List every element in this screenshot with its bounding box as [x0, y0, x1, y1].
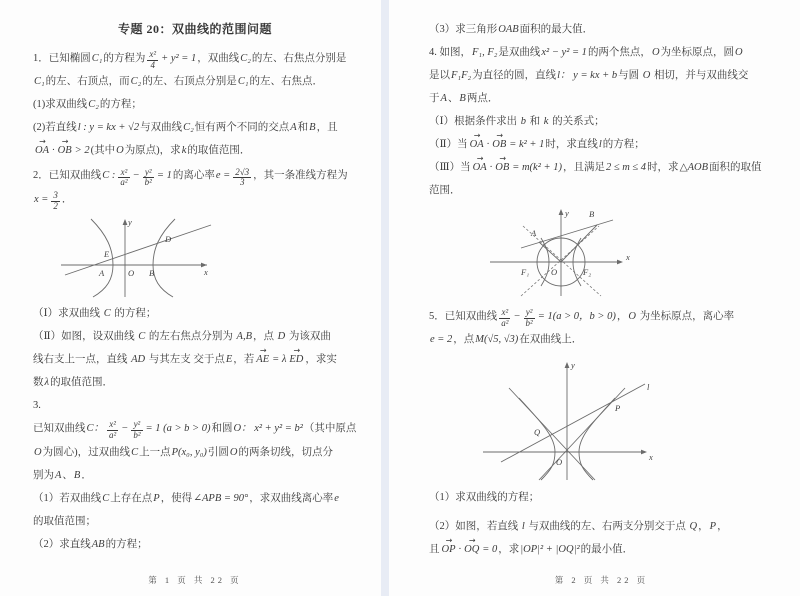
math-run: − [121, 423, 129, 435]
text-run: （Ⅱ）当 [429, 139, 468, 150]
text-run: (其中 [90, 145, 116, 157]
text-run: 的两个焦点， [587, 47, 651, 58]
text-line [33, 510, 357, 533]
text-run: 的方程； [602, 139, 645, 150]
math-run: x = [34, 193, 49, 205]
point-label-Q: Q [534, 427, 541, 438]
math-run: Q [689, 521, 698, 533]
text-line [429, 305, 774, 328]
math-run: k [181, 145, 187, 157]
text-run: ，双曲线 [197, 53, 240, 64]
text-run: ． [61, 193, 73, 205]
text-run: 的取值范围． [50, 377, 114, 389]
line-label-l: l [647, 382, 650, 393]
text-line [33, 70, 357, 93]
math-run: C₂ [88, 99, 99, 111]
page-1-footer: 第 1 页 共 22 页 [148, 575, 242, 585]
math-run: |OP|² + |OQ|² [520, 544, 580, 556]
text-run: 面积的取值 [709, 162, 762, 173]
math-run: AD [131, 354, 146, 366]
text-run: （Ⅲ）当 [429, 162, 471, 173]
text-run: （1）求双曲线的方程； [429, 492, 540, 504]
vector: → OB [494, 156, 510, 179]
text-run: 与双曲线的左、右两支分别交于点 [525, 521, 689, 533]
text-line [33, 417, 357, 440]
text-run: 的两条切线，切点分 [238, 446, 333, 458]
text-run: ，求 [498, 544, 520, 556]
text-line [33, 348, 357, 371]
text-run: 1．已知椭圆 [33, 53, 91, 64]
vector: → ED [288, 348, 304, 371]
text-run: ，使得 [160, 492, 193, 504]
math-run: e = 2 [430, 334, 453, 346]
math-run: · [52, 145, 55, 157]
math-run: + y² = 1 [161, 53, 197, 64]
math-run: M(√5, √3) [475, 334, 519, 346]
figure-fig2 [485, 204, 774, 299]
fraction: $\frac{\text{x²}}{\text{a²}}$ [120, 166, 128, 188]
fraction: $\frac{2√3}{3}$ [235, 166, 250, 188]
text-line [33, 325, 357, 348]
page-1 [0, 0, 381, 596]
text-run: 是双曲线 [498, 47, 541, 58]
text-run: 的左、右焦点． [249, 76, 323, 88]
text-line [33, 487, 357, 510]
text-run: （1）若双曲线 [33, 492, 102, 504]
text-run: 的方程为 [103, 53, 146, 64]
math-run: P(x₀, y₀) [171, 446, 207, 458]
page-2 [389, 0, 800, 596]
text-run: 的最小值． [580, 544, 634, 556]
math-run: A [440, 93, 447, 104]
math-run: C₁ [237, 76, 249, 88]
math-run: E [225, 354, 233, 366]
text-run: 别为 [33, 469, 54, 481]
vector: → OA [469, 133, 485, 156]
text-run: 的方程； [99, 99, 142, 111]
text-run: 的关系式； [549, 116, 605, 127]
math-run: O [651, 47, 660, 58]
page-2-footer: 第 2 页 共 22 页 [554, 575, 649, 585]
text-line [429, 538, 774, 561]
math-run: λ [44, 377, 50, 389]
text-line [33, 533, 357, 556]
text-run: 时，求 [647, 162, 679, 173]
text-line [429, 64, 774, 87]
math-run: A,B [236, 331, 252, 343]
math-run: ∠APB = 90° [193, 492, 249, 504]
math-run: C： [86, 423, 105, 435]
text-run: 为原点)，求 [124, 145, 181, 157]
text-line [33, 93, 357, 116]
text-run: (1)求双曲线 [33, 99, 88, 111]
vector: → OA [472, 156, 488, 179]
math-run: = k² + 1 [509, 139, 545, 150]
math-run: B [309, 122, 316, 134]
math-run: O [735, 47, 743, 58]
text-run: 、 [447, 93, 459, 104]
math-run: O [116, 145, 124, 157]
math-run: O： x² + y² = b² [233, 423, 303, 435]
text-run: 的左右焦点分别为 [146, 331, 236, 343]
math-run: O [34, 446, 42, 458]
math-run: C [103, 308, 111, 320]
axis-label-y: y [571, 360, 575, 371]
text-run: 的取值范围； [33, 515, 96, 527]
vector: → OQ [463, 538, 480, 561]
math-run: B [459, 93, 466, 104]
text-run: 为该双曲 [286, 331, 331, 343]
math-run: = 1 (a > b > 0) [145, 423, 211, 435]
text-run: ，求实 [305, 354, 337, 366]
math-run: k [543, 116, 549, 127]
text-line [33, 47, 357, 70]
math-run: · [458, 544, 462, 556]
math-run: P [153, 492, 160, 504]
text-line [33, 371, 357, 394]
text-run: ，点 [252, 331, 277, 343]
text-run: 4. 如图， [429, 47, 471, 58]
math-run: l： y = kx + b [557, 70, 618, 81]
math-run: O [642, 70, 651, 81]
math-run: = m(k² + 1) [512, 162, 562, 173]
text-run: 恒有两个不同的交点 [194, 122, 290, 134]
fraction: $\frac{\text{y²}}{\text{b²}}$ [144, 166, 152, 188]
math-run: C₂ [130, 76, 142, 88]
text-run: 在双曲线上． [519, 334, 583, 346]
math-run: x² − y² = 1 [541, 47, 587, 58]
text-run: 是以 [429, 70, 450, 81]
vector: → OA [34, 139, 50, 162]
math-run: C [138, 331, 146, 343]
text-line [429, 515, 774, 538]
text-run: 为坐标原点，离心率 [636, 311, 735, 322]
hyperbola-figure-2 [485, 204, 635, 299]
math-run: A [290, 122, 297, 134]
text-line [33, 139, 357, 162]
text-run: 与其左支 交于点 [146, 354, 225, 366]
math-run: C₁ [34, 76, 45, 88]
math-run: = λ [272, 354, 287, 366]
math-run: l [598, 139, 602, 150]
point-label-A: A [99, 268, 105, 279]
point-label-E: E [104, 249, 110, 260]
text-run: 5．已知双曲线 [429, 311, 498, 322]
text-line [33, 394, 357, 417]
vector: → AE [255, 348, 270, 371]
math-run: − [513, 311, 521, 322]
page-divider [381, 0, 389, 596]
text-run: ， [616, 311, 628, 322]
text-line [33, 464, 357, 487]
text-line [429, 328, 774, 351]
text-run: 面积的最大值． [519, 24, 594, 35]
text-run: 上一点 [139, 446, 171, 458]
math-run: l [521, 521, 525, 533]
math-run: e = [215, 170, 231, 182]
figure-fig1 [55, 215, 357, 299]
text-run: （2）求直线 [33, 538, 91, 550]
text-line [429, 41, 774, 64]
math-run: OAB [498, 24, 519, 35]
text-line [33, 116, 357, 139]
fraction: $\frac{\text{x²}}{\text{a²}}$ [109, 419, 117, 441]
math-run: C₂ [183, 122, 194, 134]
axis-label-x: x [626, 252, 630, 262]
text-run: （3）求三角形 [429, 24, 498, 35]
text-run: 时，求直线 [545, 139, 598, 150]
text-run: 2．已知双曲线 [33, 170, 102, 182]
text-run: 于 [429, 93, 440, 104]
math-run: = 0 [482, 544, 498, 556]
text-run: 且 [429, 544, 440, 556]
point-label-O: O [556, 457, 563, 468]
math-run: B [73, 469, 81, 481]
math-run: AB [91, 538, 105, 550]
text-run: 的左、右顶点分别是 [142, 76, 237, 88]
text-line [33, 441, 357, 464]
hyperbola-figure-3 [475, 356, 657, 482]
text-run: ，点 [453, 334, 475, 346]
text-run: 、 [62, 469, 73, 481]
text-run: 为坐标原点，圆 [660, 47, 735, 58]
math-run: O [628, 311, 636, 322]
math-run: e [334, 492, 339, 504]
text-run: （2）如图，若直线 [429, 521, 521, 533]
text-run: （Ⅰ）求双曲线 [33, 308, 103, 320]
text-run: 相切，并与双曲线交 [651, 70, 749, 81]
math-run: b [520, 116, 527, 127]
math-run: C [102, 492, 110, 504]
point-label-B: B [149, 268, 155, 279]
point-label-F2: F₂ [583, 267, 592, 277]
text-run: ，且满足 [562, 162, 605, 173]
axis-label-x: x [204, 267, 208, 278]
text-run: ，若 [233, 354, 255, 366]
point-label-D: D [165, 234, 172, 245]
point-label-O: O [128, 268, 135, 279]
text-line [429, 87, 774, 110]
math-run: A [55, 469, 62, 481]
page-2-content [429, 18, 774, 561]
vector: → OP [441, 538, 457, 561]
text-run: 已知双曲线 [33, 423, 86, 435]
text-run: 数 [33, 377, 44, 389]
text-run: 上存在点 [110, 492, 153, 504]
text-run: ， [717, 521, 728, 533]
math-run: = 1(a > 0，b > 0) [537, 311, 616, 322]
text-run: 与双曲线 [140, 122, 183, 134]
math-run: C [131, 446, 139, 458]
math-run: F₁, F₂ [472, 47, 498, 58]
text-run: （Ⅱ）如图，设双曲线 [33, 331, 138, 343]
text-run: ，且 [316, 122, 338, 134]
text-run: (2)若直线 [33, 122, 77, 134]
fraction: $\frac{\text{x²}}{4}$ [149, 49, 157, 70]
math-run: C : [102, 170, 116, 182]
page-1-content [33, 47, 357, 556]
text-run: 的左、右顶点，而 [45, 76, 130, 88]
math-run: P [709, 521, 717, 533]
vector: → OB [57, 139, 73, 162]
text-run: 的离心率 [172, 170, 215, 182]
text-line [429, 156, 774, 179]
point-label-A: A [531, 228, 537, 238]
fraction: $\frac{\text{y²}}{\text{b²}}$ [525, 307, 533, 328]
text-run: ． [81, 469, 92, 481]
text-run: 引圆 [207, 446, 229, 458]
math-run: > 2 [74, 145, 90, 157]
text-run: 3. [33, 400, 41, 412]
text-run: （Ⅰ）根据条件求出 [429, 116, 520, 127]
text-run: 和 [527, 116, 543, 127]
point-label-B: B [589, 209, 595, 219]
math-run: − [132, 170, 140, 182]
math-run: 2 ≤ m ≤ 4 [605, 162, 647, 173]
fraction: $\frac{\text{y²}}{\text{b²}}$ [133, 419, 141, 441]
math-run: △AOB [679, 162, 709, 173]
axis-label-y: y [128, 217, 132, 228]
text-line [429, 18, 774, 41]
figure-fig3 [475, 356, 774, 482]
math-run: C₁ [91, 53, 103, 64]
text-run: 为圆心)，过双曲线 [42, 446, 131, 458]
point-label-O: O [551, 267, 558, 277]
vector: → OB [491, 133, 507, 156]
text-line [33, 302, 357, 325]
text-run: ，求双曲线离心率 [249, 492, 334, 504]
fraction: $\frac{3}{2}$ [53, 189, 58, 211]
math-run: F₁F₂ [451, 70, 472, 81]
text-run: 为直径的圆，直线 [472, 70, 557, 81]
text-run: ，其一条准线方程为 [253, 170, 348, 182]
text-run: 的方程； [105, 538, 148, 550]
math-run: = 1 [156, 170, 172, 182]
math-run: · [486, 139, 490, 150]
text-run: 线右支上一点，直线 [33, 354, 131, 366]
fraction: $\frac{\text{x²}}{\text{a²}}$ [501, 307, 509, 328]
math-run: D [277, 331, 286, 343]
text-line [429, 179, 774, 202]
text-run: 范围． [429, 185, 461, 196]
math-run: l : y = kx + √2 [77, 122, 140, 134]
point-label-F1: F₁ [521, 267, 530, 277]
text-run: 与圆 [618, 70, 642, 81]
text-line [429, 486, 774, 509]
math-run: C₂ [240, 53, 251, 64]
text-run: 的左、右焦点分别是 [251, 53, 347, 64]
math-run: O [229, 446, 238, 458]
text-run: （其中原点 [303, 423, 357, 435]
text-run: 两点． [466, 93, 499, 104]
text-run: 的方程； [111, 308, 157, 320]
point-label-P: P [615, 403, 621, 414]
axis-label-y: y [565, 208, 569, 218]
text-run: ， [698, 521, 709, 533]
text-run: 和 [297, 122, 309, 134]
hyperbola-figure-1 [55, 215, 217, 299]
text-line [33, 188, 357, 211]
text-run: 的取值范围． [187, 145, 251, 157]
text-line [33, 164, 357, 187]
page-title: 专题 20：双曲线的范围问题 [117, 22, 272, 36]
math-run: · [489, 162, 493, 173]
axis-label-x: x [649, 452, 653, 463]
text-run: 和圆 [211, 423, 233, 435]
